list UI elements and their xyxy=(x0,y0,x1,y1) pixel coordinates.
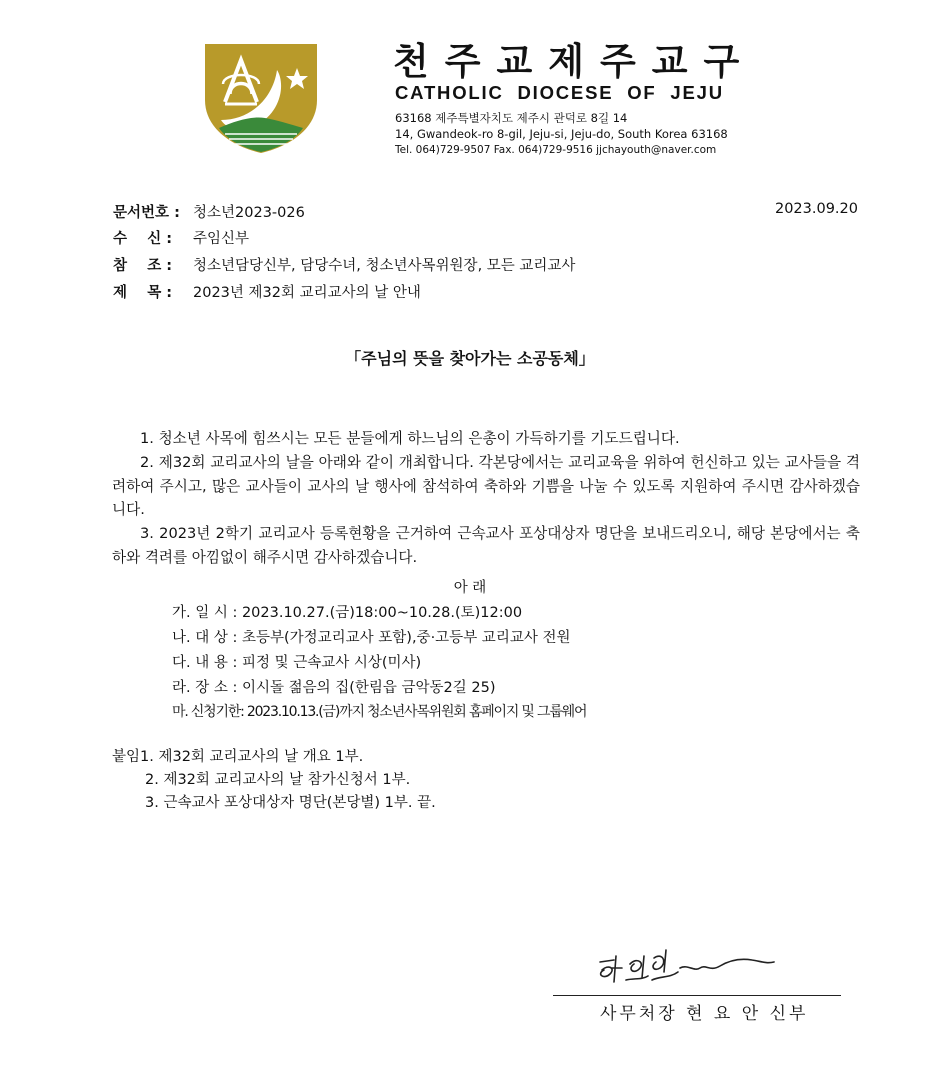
detail-item-place: 라. 장 소 : 이시돌 젊음의 집(한림읍 금악동2길 25) xyxy=(172,680,496,696)
subject-label: 제 목 : xyxy=(113,285,173,301)
diocese-logo xyxy=(203,42,319,154)
handwritten-signature xyxy=(590,942,780,994)
paragraph-3 xyxy=(112,522,860,569)
address-korean: 63168 제주특별자치도 제주시 관덕로 8길 14 xyxy=(395,111,628,125)
paragraph-2-text: 2. 제32회 교리교사의 날을 아래와 같이 개최합니다. 각본당에서는 교리교육을 위하여 헌신하고 있는 교사들을 격려하여 주시고, 많은 교사들이 교사의 날 행사에 참석하여 축하와 기쁨을 나눌 수 있도록 지원하여 주시면 감사하겠습니다. xyxy=(112,454,860,518)
detail-item-deadline: 마. 신청기한: 2023.10.13.(금)까지 청소년사목위원회 홈페이지 및 그룹웨어 xyxy=(172,704,587,720)
diocese-title: 천주교제주교구 xyxy=(393,40,756,83)
doc-number-row xyxy=(113,201,305,222)
theme-heading: 「주님의 뜻을 찾아가는 소공동체」 xyxy=(345,349,595,368)
reference-label: 참 조 : xyxy=(113,258,173,274)
signatory-name: 사무처장 현 요 안 신부 xyxy=(600,1004,809,1024)
subject-text: 2023년 제32회 교리교사의 날 안내 xyxy=(193,285,421,301)
recipient-label: 수 신 : xyxy=(113,231,173,247)
reference: 청소년담당신부, 담당수녀, 청소년사목위원장, 모든 교리교사 xyxy=(193,258,576,274)
signature-line xyxy=(553,995,841,996)
attachment-2: 2. 제32회 교리교사의 날 참가신청서 1부. xyxy=(145,772,411,788)
detail-item-target: 나. 대 상 : 초등부(가정교리교사 포함),중·고등부 교리교사 전원 xyxy=(172,630,571,646)
recipient: 주임신부 xyxy=(193,231,250,247)
document-date: 2023.09.20 xyxy=(774,201,858,217)
detail-item-content: 다. 내 용 : 피정 및 근속교사 시상(미사) xyxy=(172,655,422,671)
attachment-3: 3. 근속교사 포상대상자 명단(본당별) 1부. 끝. xyxy=(145,795,436,811)
below-label: 아 래 xyxy=(453,580,487,596)
attachment-1: 붙임1. 제32회 교리교사의 날 개요 1부. xyxy=(112,749,364,765)
paragraph-2 xyxy=(112,451,860,522)
address-english: 14, Gwandeok-ro 8-gil, Jeju-si, Jeju-do, South Korea 63168 xyxy=(395,127,728,141)
subject-row xyxy=(113,281,421,302)
paragraph-1 xyxy=(112,427,860,451)
doc-number: 청소년2023-026 xyxy=(193,205,305,221)
paragraph-3-text: 3. 2023년 2학기 교리교사 등록현황을 근거하여 근속교사 포상대상자 명단을 보내드리오니, 해당 본당에서는 축하와 격려를 아낌없이 해주시면 감사하겠습니다. xyxy=(112,525,860,566)
reference-row xyxy=(113,254,575,275)
recipient-row xyxy=(113,227,249,248)
contact-info: Tel. 064)729-9507 Fax. 064)729-9516 jjchayouth@naver.com xyxy=(395,144,717,156)
doc-number-label: 문서번호 : xyxy=(113,205,180,221)
diocese-subtitle-en: CATHOLIC DIOCESE OF JEJU xyxy=(395,82,724,103)
detail-item-date: 가. 일 시 : 2023.10.27.(금)18:00~10.28.(토)12:00 xyxy=(172,605,523,621)
paragraph-1-text: 1. 청소년 사목에 힘쓰시는 모든 분들에게 하느님의 은총이 가득하기를 기도드립니다. xyxy=(140,430,680,447)
